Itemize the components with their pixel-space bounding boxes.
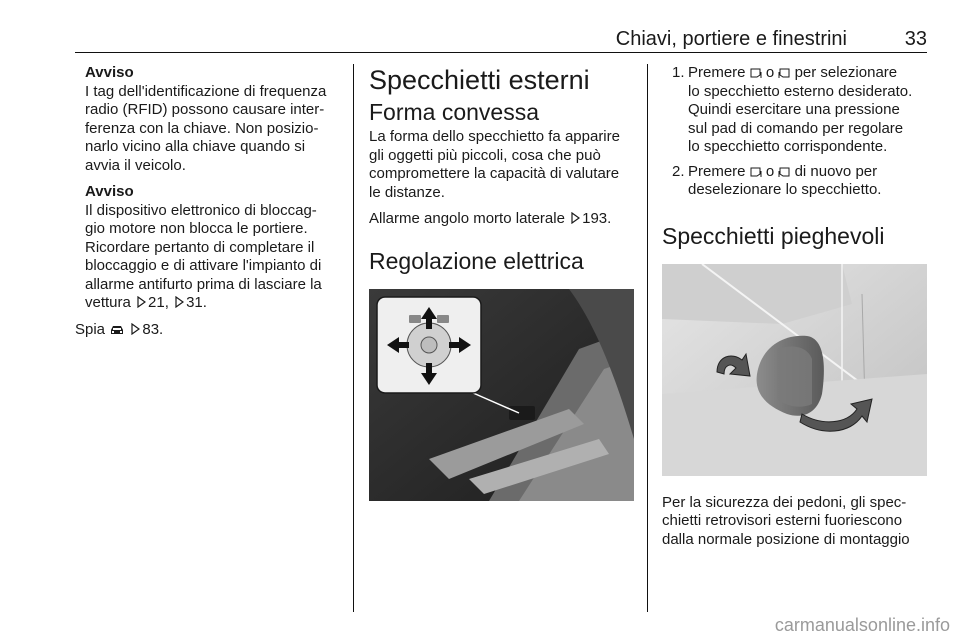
page-header <box>75 28 927 52</box>
right-mirror-icon[interactable] <box>778 166 790 178</box>
list-item <box>662 163 927 200</box>
subsection-heading-electric: Regolazione elettrica <box>369 247 584 274</box>
section-heading: Specchietti esterni <box>369 65 590 95</box>
left-mirror-icon[interactable] <box>750 166 762 178</box>
page-number: 33 <box>904 28 927 50</box>
page-link-83[interactable]: 83. <box>142 320 164 338</box>
steps-list <box>662 64 927 200</box>
notice-line: radio (RFID) possono causare inter- <box>85 101 325 118</box>
text: o <box>765 162 775 180</box>
step-number: 2. <box>672 162 685 180</box>
text-line: lo specchietto esterno desiderato. <box>688 82 913 100</box>
text: Premere <box>688 64 746 81</box>
notice-text: vettura <box>85 294 131 311</box>
alarm-car-icon <box>109 323 125 336</box>
header-divider <box>75 52 927 53</box>
page-link-31[interactable]: 31. <box>186 294 207 311</box>
text-line: compromettere la capacità di valutare <box>369 165 620 182</box>
text-line: lo specchietto corrispondente. <box>688 138 888 155</box>
notice-immobilizer <box>75 183 345 313</box>
notice-line: allarme antifurto prima di lasciare la <box>85 275 322 293</box>
text: per selezionare <box>794 64 898 81</box>
page-link-193[interactable]: 193. <box>582 210 612 227</box>
chapter-title: Chiavi, portiere e finestrini <box>615 28 847 50</box>
notice-line: I tag dell'identificazione di frequenza <box>85 82 327 100</box>
paragraph-folding <box>662 494 927 550</box>
column-divider-1 <box>353 64 354 612</box>
subsection-heading-folding: Specchietti pieghevoli <box>662 222 885 249</box>
text: Premere <box>688 162 746 180</box>
text-line: sul pad di comando per regolare <box>688 119 904 137</box>
paragraph-convex <box>369 128 634 202</box>
notice-line: Ricordare pertanto di completare il <box>85 238 315 256</box>
notice-title: Avviso <box>85 183 134 200</box>
right-mirror-icon[interactable] <box>778 67 790 79</box>
notice-rfid <box>75 64 345 175</box>
left-mirror-icon[interactable] <box>750 67 762 79</box>
notice-title: Avviso <box>85 64 134 81</box>
notice-line: Il dispositivo elettronico di bloccag- <box>85 201 317 219</box>
column-3 <box>662 64 927 557</box>
column-divider-2 <box>647 64 648 612</box>
notice-line: narlo vicino alla chiave quando si <box>85 138 306 155</box>
text-line: La forma dello specchietto fa apparire <box>369 128 620 145</box>
notice-line <box>85 294 345 313</box>
notice-line: gio motore non blocca le portiere. <box>85 220 308 237</box>
text: o <box>765 64 775 81</box>
spia-label: Spia <box>75 320 106 338</box>
page-link-21[interactable]: 21, <box>148 294 169 311</box>
step-first-line <box>688 64 927 83</box>
text-line: le distanze. <box>369 183 445 201</box>
text-line: deselezionare lo specchietto. <box>688 181 882 198</box>
text: di nuovo per <box>794 162 878 180</box>
reference-arrow-icon <box>137 296 146 308</box>
list-item <box>662 64 927 157</box>
subsection-heading-convex: Forma convessa <box>369 99 540 125</box>
step-number: 1. <box>672 64 685 81</box>
watermark: carmanualsonline.info <box>774 615 950 635</box>
notice-line: bloccaggio e di attivare l'impianto di <box>85 257 322 274</box>
reference-arrow-icon <box>175 296 184 308</box>
notice-line: avvia il veicolo. <box>85 156 186 174</box>
notice-line: ferenza con la chiave. Non posizio- <box>85 119 319 137</box>
text-line: Per la sicurezza dei pedoni, gli spec- <box>662 493 907 511</box>
text-line: gli oggetti più piccoli, cosa che può <box>369 146 601 164</box>
column-2 <box>369 64 634 501</box>
text-line: dalla normale posizione di montaggio <box>662 530 910 548</box>
text: Allarme angolo morto laterale <box>369 210 565 227</box>
mirror-control-figure <box>369 289 634 501</box>
step-first-line <box>688 163 927 182</box>
folding-mirror-figure <box>662 264 927 476</box>
reference-arrow-icon <box>571 212 580 224</box>
spia-line <box>75 321 345 340</box>
text-line: chietti retrovisori esterni fuoriescono <box>662 512 903 529</box>
paragraph-blind-spot <box>369 210 634 229</box>
reference-arrow-icon <box>131 323 140 335</box>
text-line: Quindi esercitare una pressione <box>688 101 900 118</box>
column-1 <box>75 64 345 347</box>
